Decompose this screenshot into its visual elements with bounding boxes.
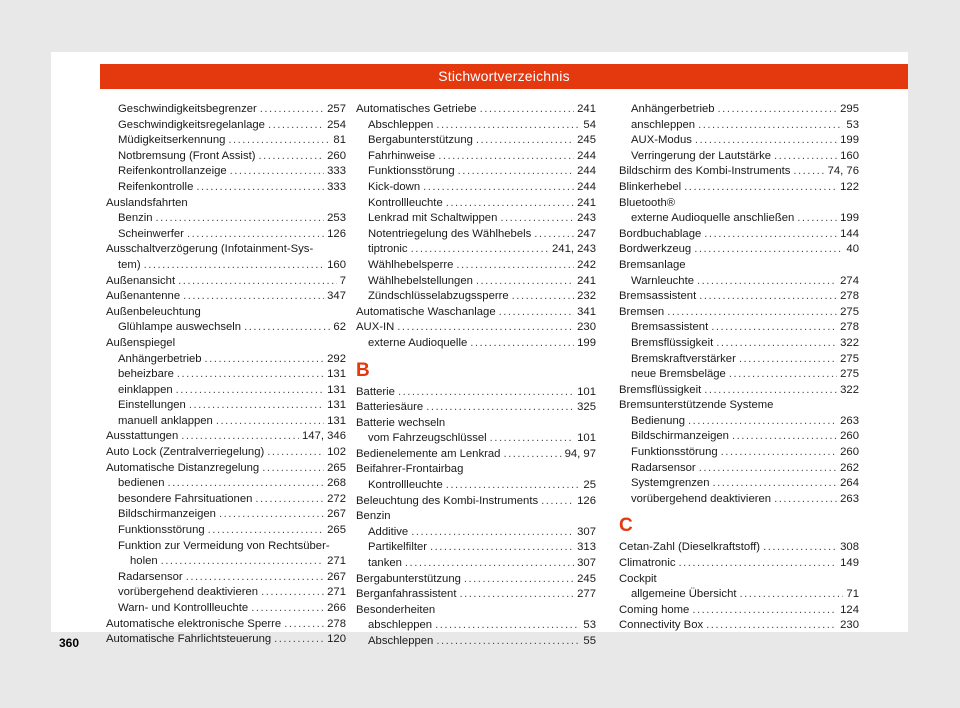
index-entry: Connectivity Box ..... 230 [619, 618, 859, 634]
index-column-3 [619, 102, 859, 634]
index-entry: Wählhebelsperre ..... 242 [356, 258, 596, 274]
index-entry: Bordwerkzeug ..... 40 [619, 242, 859, 258]
index-entry: tanken ..... 307 [356, 556, 596, 572]
index-entry: Warnleuchte ..... 274 [619, 274, 859, 290]
index-entry: Fahrhinweise ..... 244 [356, 149, 596, 165]
index-entry: Bremsassistent ..... 278 [619, 289, 859, 305]
index-entry: Geschwindigkeitsregelanlage ..... 254 [106, 118, 346, 134]
index-entry: externe Audioquelle anschließen ..... 199 [619, 211, 859, 227]
index-entry: Bremsen ..... 275 [619, 305, 859, 321]
index-entry: Anhängerbetrieb ..... 292 [106, 352, 346, 368]
index-entry: Beleuchtung des Kombi-Instruments ..... 126 [356, 494, 596, 510]
index-entry: vorübergehend deaktivieren ..... 263 [619, 492, 859, 508]
section-letter-c: C [619, 515, 633, 537]
index-entry: Bremsflüssigkeit ..... 322 [619, 383, 859, 399]
index-entry: Berganfahrassistent ..... 277 [356, 587, 596, 603]
index-entry: beheizbare ..... 131 [106, 367, 346, 383]
index-entry: Anhängerbetrieb ..... 295 [619, 102, 859, 118]
index-page [51, 52, 908, 650]
index-entry: Kontrollleuchte ..... 25 [356, 478, 596, 494]
index-entry: Funktionsstörung ..... 244 [356, 164, 596, 180]
index-entry: einklappen ..... 131 [106, 383, 346, 399]
index-entry: Cetan-Zahl (Dieselkraftstoff) ..... 308 [619, 540, 859, 556]
index-entry-continuation: tem) ..... 160 [106, 258, 346, 274]
index-entry: vorübergehend deaktivieren ..... 271 [106, 585, 346, 601]
index-entry: Automatische Fahrlichtsteuerung ..... 120 [106, 632, 346, 648]
index-entry: besondere Fahrsituationen ..... 272 [106, 492, 346, 508]
index-entry: Additive ..... 307 [356, 525, 596, 541]
index-entry: Außenantenne ..... 347 [106, 289, 346, 305]
index-entry: Funktionsstörung ..... 260 [619, 445, 859, 461]
index-entry: Systemgrenzen ..... 264 [619, 476, 859, 492]
index-entry: Kontrollleuchte ..... 241 [356, 196, 596, 212]
index-heading: Außenspiegel [106, 336, 176, 349]
index-heading: Batterie wechseln [356, 416, 446, 429]
index-entry: AUX-IN ..... 230 [356, 320, 596, 336]
section-letter-b: B [356, 359, 370, 381]
index-entry: Abschleppen ..... 54 [356, 118, 596, 134]
index-entry: Auto Lock (Zentralverriegelung) ..... 102 [106, 445, 346, 461]
index-entry: Bremskraftverstärker ..... 275 [619, 352, 859, 368]
index-entry: manuell anklappen ..... 131 [106, 414, 346, 430]
index-entry: allgemeine Übersicht ..... 71 [619, 587, 859, 603]
index-entry-continuation: holen ..... 271 [106, 554, 346, 570]
index-entry: bedienen ..... 268 [106, 476, 346, 492]
index-heading: Bremsanlage [619, 258, 686, 271]
index-entry: Glühlampe auswechseln ..... 62 [106, 320, 346, 336]
index-entry: Einstellungen ..... 131 [106, 398, 346, 414]
index-entry: Automatische Distanzregelung ..... 265 [106, 461, 346, 477]
index-entry: Müdigkeitserkennung ..... 81 [106, 133, 346, 149]
index-entry: Warn- und Kontrollleuchte ..... 266 [106, 601, 346, 617]
index-entry-wrapped: Ausschaltverzögerung (Infotainment-Sys- [106, 243, 314, 256]
index-entry: Bildschirm des Kombi-Instruments ..... 74, 76 [619, 164, 859, 180]
index-entry: Blinkerhebel ..... 122 [619, 180, 859, 196]
index-entry: Bildschirmanzeigen ..... 267 [106, 507, 346, 523]
index-heading: Besonderheiten [356, 603, 436, 616]
index-entry: Radarsensor ..... 262 [619, 461, 859, 477]
index-entry: Bremsassistent ..... 278 [619, 320, 859, 336]
index-heading: Cockpit [619, 572, 657, 585]
index-entry-wrapped: Funktion zur Vermeidung von Rechtsüber- [118, 539, 330, 552]
index-entry: Radarsensor ..... 267 [106, 570, 346, 586]
index-entry: Notentriegelung des Wählhebels ..... 247 [356, 227, 596, 243]
index-entry: Wählhebelstellungen ..... 241 [356, 274, 596, 290]
index-entry: Bergabunterstützung ..... 245 [356, 133, 596, 149]
index-entry: Automatische Waschanlage ..... 341 [356, 305, 596, 321]
index-entry: Bordbuchablage ..... 144 [619, 227, 859, 243]
index-entry: Funktionsstörung ..... 265 [106, 523, 346, 539]
index-entry: neue Bremsbeläge ..... 275 [619, 367, 859, 383]
page-number: 360 [59, 636, 80, 650]
index-entry: Batterie ..... 101 [356, 385, 596, 401]
index-entry: Automatisches Getriebe ..... 241 [356, 102, 596, 118]
index-entry: Scheinwerfer ..... 126 [106, 227, 346, 243]
index-entry: Lenkrad mit Schaltwippen ..... 243 [356, 211, 596, 227]
index-entry: Zündschlüsselabzugssperre ..... 232 [356, 289, 596, 305]
index-entry: Reifenkontrolle ..... 333 [106, 180, 346, 196]
index-entry: Abschleppen ..... 55 [356, 634, 596, 650]
index-column-1 [106, 102, 346, 648]
index-entry: Reifenkontrollanzeige ..... 333 [106, 164, 346, 180]
index-entry: Bildschirmanzeigen ..... 260 [619, 429, 859, 445]
index-entry: tiptronic ..... 241, 243 [356, 242, 596, 258]
index-entry: Coming home ..... 124 [619, 603, 859, 619]
index-entry: Kick-down ..... 244 [356, 180, 596, 196]
index-heading: Bluetooth® [619, 196, 676, 209]
index-entry: Bedienelemente am Lenkrad ..... 94, 97 [356, 447, 596, 463]
index-entry: Bergabunterstützung ..... 245 [356, 572, 596, 588]
index-heading: Beifahrer-Frontairbag [356, 463, 464, 476]
index-entry: anschleppen ..... 53 [619, 118, 859, 134]
index-column-2 [356, 102, 596, 650]
index-entry: Außenansicht ..... 7 [106, 274, 346, 290]
index-heading: Außenbeleuchtung [106, 305, 201, 318]
index-entry: Geschwindigkeitsbegrenzer ..... 257 [106, 102, 346, 118]
index-entry: Bedienung ..... 263 [619, 414, 859, 430]
index-entry: abschleppen ..... 53 [356, 618, 596, 634]
index-heading: Benzin [356, 510, 391, 523]
index-entry: externe Audioquelle ..... 199 [356, 336, 596, 352]
index-entry: Partikelfilter ..... 313 [356, 540, 596, 556]
index-heading: Auslandsfahrten [106, 196, 188, 209]
index-entry: AUX-Modus ..... 199 [619, 133, 859, 149]
page-header: Stichwortverzeichnis [100, 64, 908, 89]
index-entry: Ausstattungen ..... 147, 346 [106, 429, 346, 445]
index-entry: Verringerung der Lautstärke ..... 160 [619, 149, 859, 165]
index-entry: Automatische elektronische Sperre ..... 278 [106, 617, 346, 633]
index-entry: Climatronic ..... 149 [619, 556, 859, 572]
index-entry: Notbremsung (Front Assist) ..... 260 [106, 149, 346, 165]
index-entry: Benzin ..... 253 [106, 211, 346, 227]
index-entry: Bremsflüssigkeit ..... 322 [619, 336, 859, 352]
index-entry: vom Fahrzeugschlüssel ..... 101 [356, 431, 596, 447]
index-entry: Batteriesäure ..... 325 [356, 400, 596, 416]
index-heading: Bremsunterstützende Systeme [619, 399, 774, 412]
